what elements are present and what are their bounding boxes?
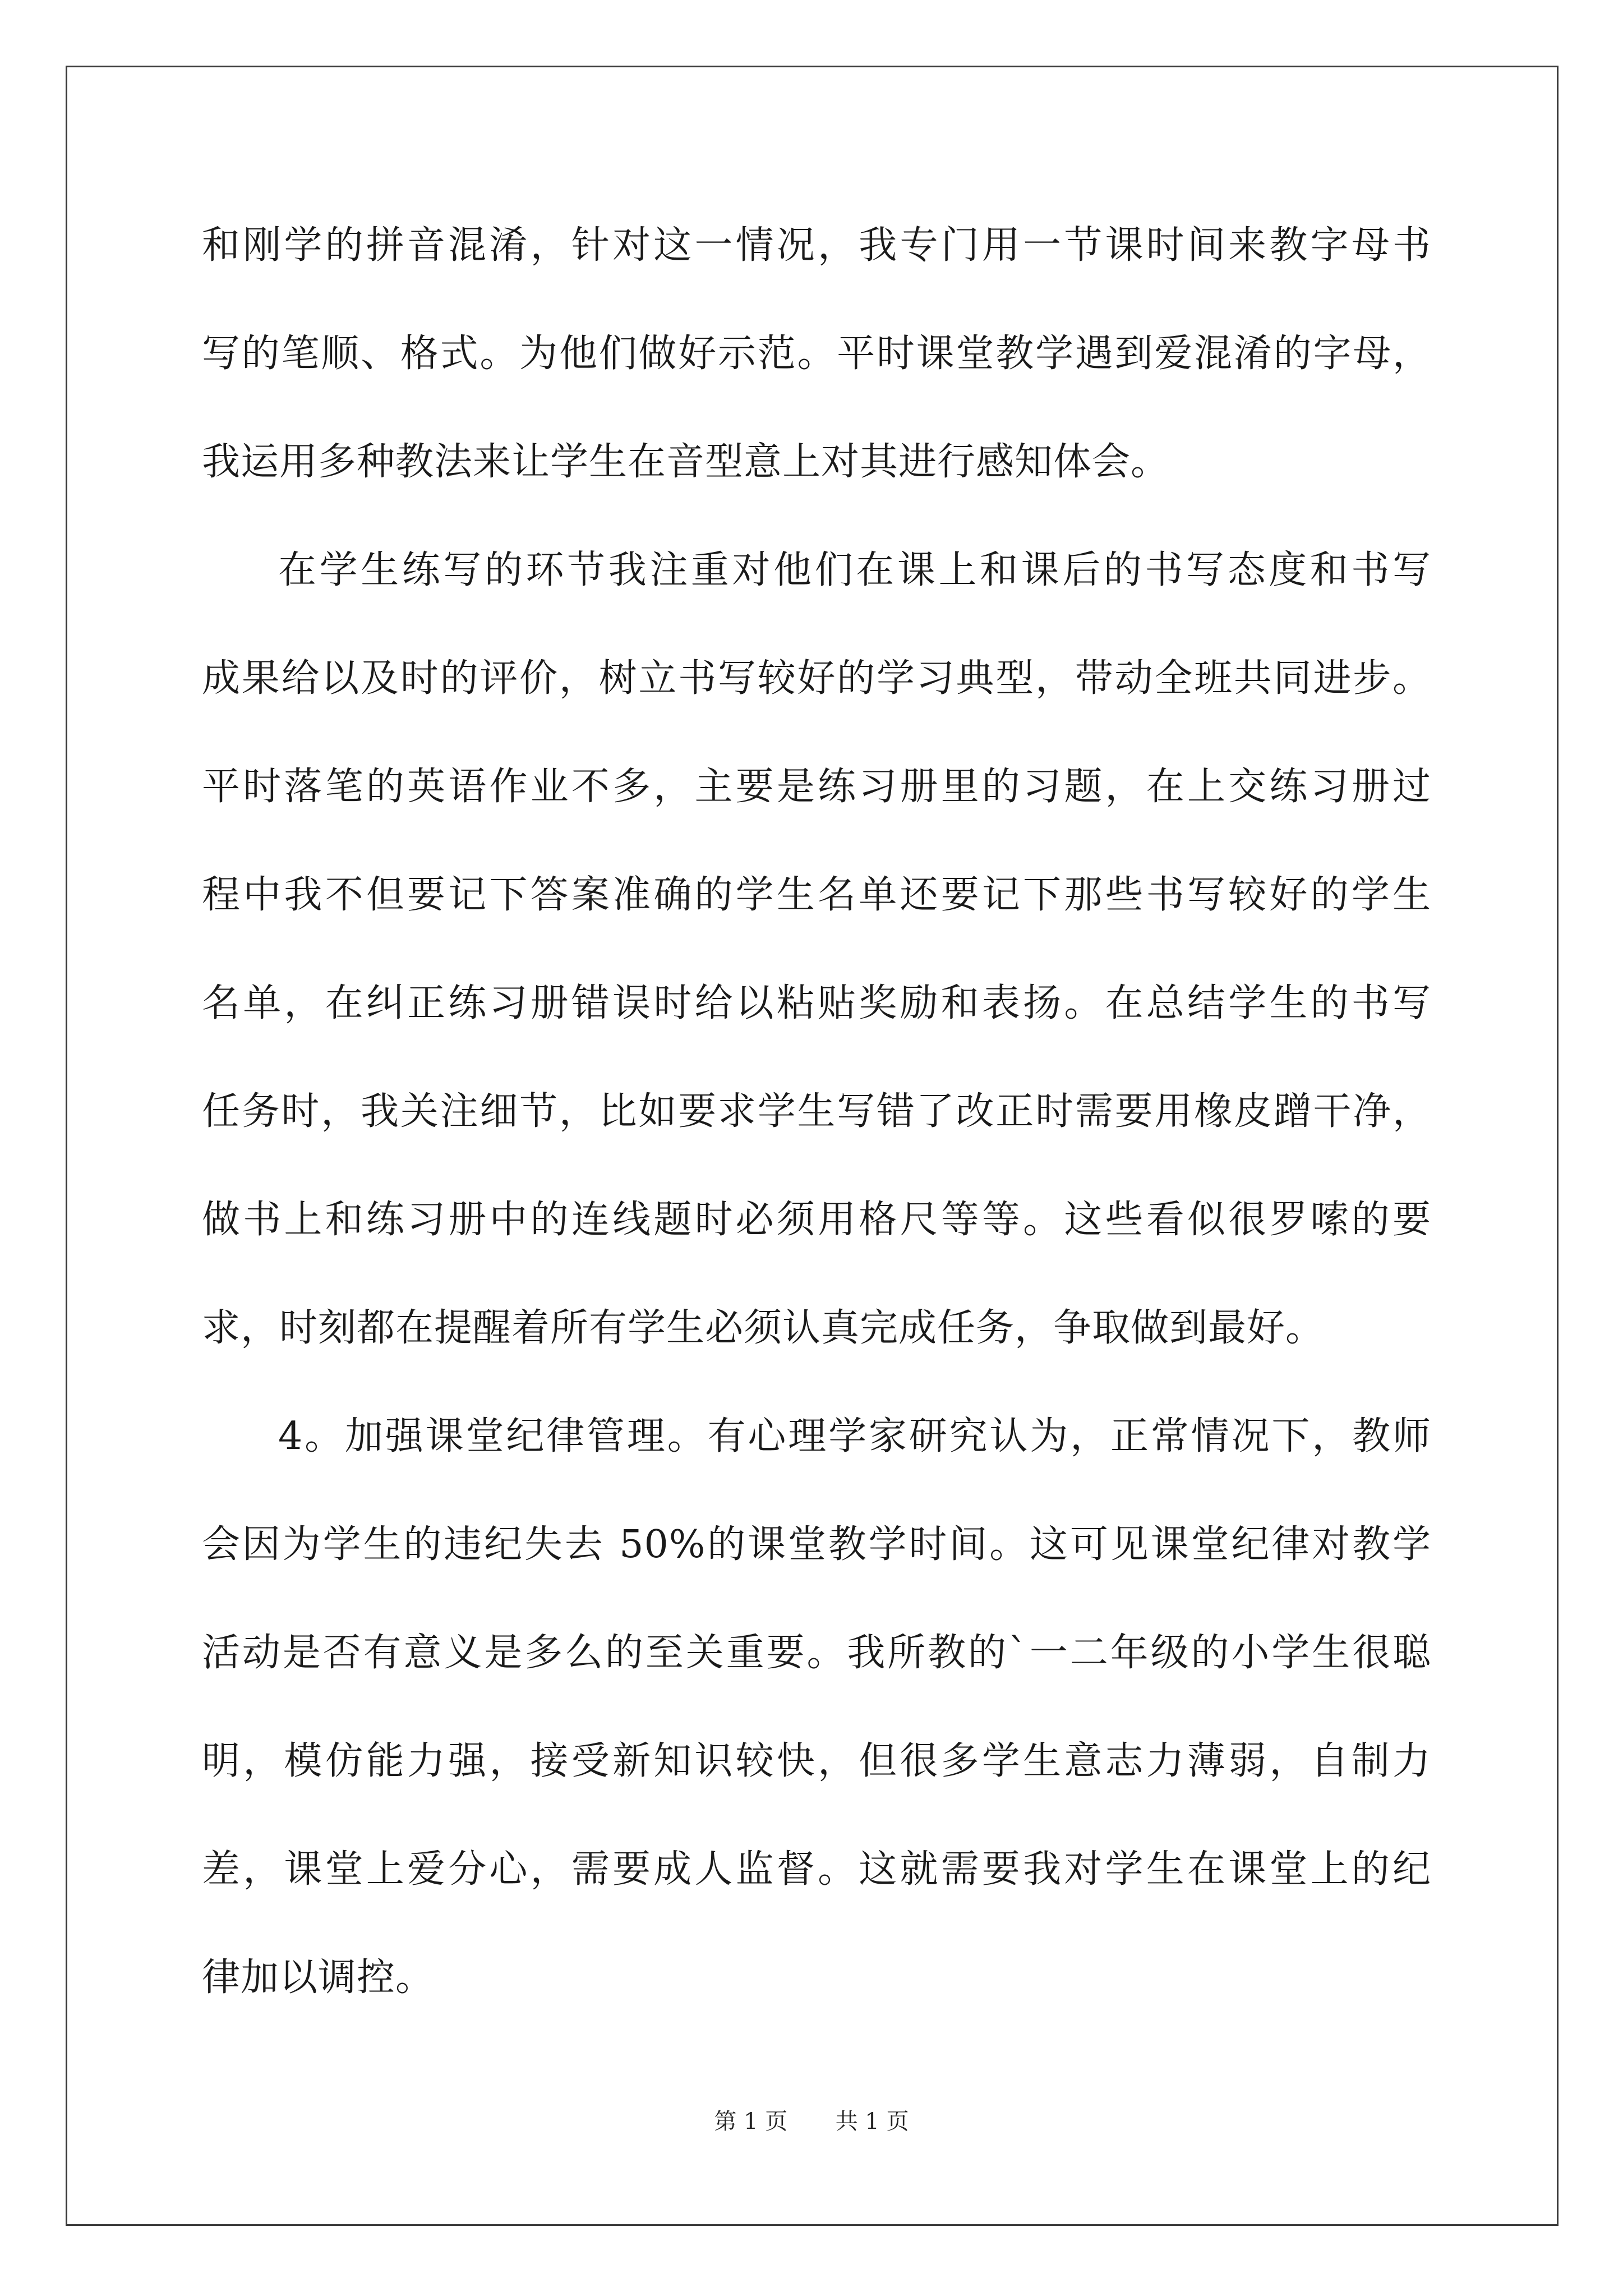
page-number-total: 共 1 页 [835, 2109, 909, 2134]
text-line: 名单，在纠正练习册错误时给以粘贴奖励和表扬。在总结学生的书写 [202, 981, 1431, 1025]
page-footer [0, 2105, 1623, 2138]
page-number-current: 第 1 页 [714, 2109, 788, 2134]
document-body [202, 215, 1431, 2055]
text-line: 求，时刻都在提醒着所有学生必须认真完成任务，争取做到最好。 [202, 1306, 1325, 1350]
text-line: 程中我不但要记下答案准确的学生名单还要记下那些书写较好的学生 [202, 873, 1431, 917]
text-line: 我运用多种教法来让学生在音型意上对其进行感知体会。 [202, 440, 1170, 484]
paragraph-first-line: 4。加强课堂纪律管理。有心理学家研究认为，正常情况下，教师 [278, 1414, 1431, 1458]
text-line: 写的笔顺、格式。为他们做好示范。平时课堂教学遇到爱混淆的字母， [202, 332, 1431, 376]
text-line: 律加以调控。 [202, 1955, 435, 2000]
text-line: 成果给以及时的评价，树立书写较好的学习典型，带动全班共同进步。 [202, 656, 1431, 701]
text-line: 明，模仿能力强，接受新知识较快，但很多学生意志力薄弱，自制力 [202, 1739, 1431, 1783]
text-line: 做书上和练习册中的连线题时必须用格尺等等。这些看似很罗嗦的要 [202, 1198, 1431, 1242]
text-line: 活动是否有意义是多么的至关重要。我所教的`一二年级的小学生很聪 [202, 1631, 1431, 1675]
text-line: 和刚学的拼音混淆，针对这一情况，我专门用一节课时间来教字母书 [202, 223, 1431, 268]
text-line: 会因为学生的违纪失去 50%的课堂教学时间。这可见课堂纪律对教学 [202, 1522, 1431, 1567]
text-line: 任务时，我关注细节，比如要求学生写错了改正时需要用橡皮蹭干净， [202, 1089, 1431, 1134]
text-line: 平时落笔的英语作业不多，主要是练习册里的习题，在上交练习册过 [202, 765, 1431, 809]
text-line: 差，课堂上爱分心，需要成人监督。这就需要我对学生在课堂上的纪 [202, 1847, 1431, 1892]
paragraph-first-line: 在学生练写的环节我注重对他们在课上和课后的书写态度和书写 [278, 548, 1431, 592]
